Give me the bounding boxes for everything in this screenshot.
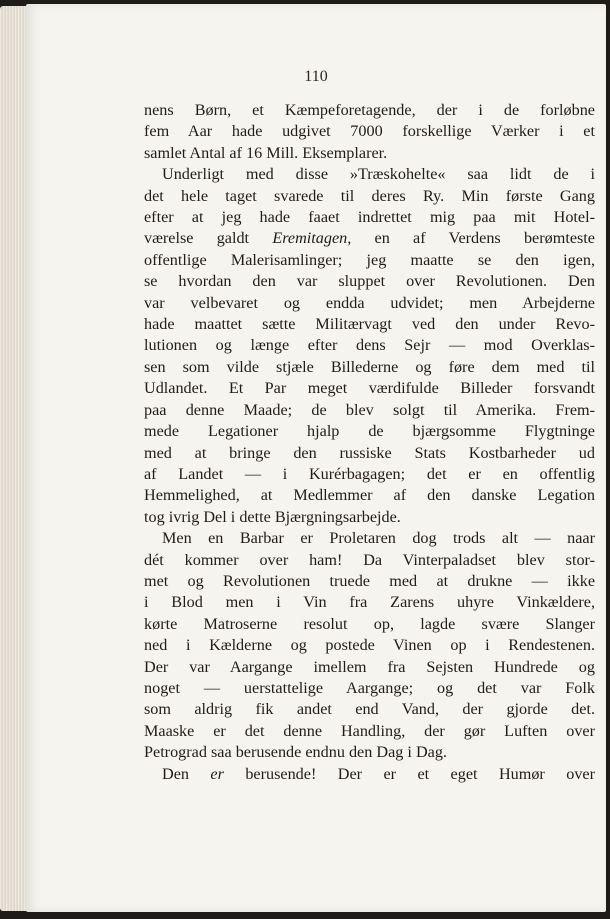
text-line: Hemmelighed, at Medlemmer af den danske Legation — [144, 486, 595, 505]
text-line: i Blod men i Vin fra Zarens uhyre Vinkældere, — [144, 593, 595, 612]
text-line: tog ivrig Del i dette Bjærgningsarbejde. — [144, 507, 401, 526]
text-line: sen som vilde stjæle Billederne og føre dem med til — [144, 357, 595, 376]
text-line: paa denne Maade; de blev solgt til Amerika. Frem- — [144, 400, 595, 419]
text-line: med at bringe den russiske Stats Kostbarheder ud — [144, 443, 595, 462]
page-edges — [0, 6, 28, 911]
text-line — [144, 228, 595, 249]
text-line: dét kommer over ham! Da Vinterpaladset blev stor- — [144, 550, 595, 569]
text-segment: en af Verdens berømteste — [351, 229, 595, 248]
text-line: mede Legationer hjalp de bjærgsomme Flygtninge — [144, 422, 595, 441]
text-line: af Landet — i Kurérbagagen; det er en offentlig — [144, 464, 595, 483]
text-segment: berusende! Der er et eget Humør over — [223, 764, 596, 783]
text-segment: Den — [162, 764, 211, 783]
text-line: det hele taget svarede til deres Ry. Min første Gang — [144, 186, 595, 205]
text-line: met og Revolutionen truede med at drukne — ikke — [144, 571, 595, 590]
text-line: lutionen og længe efter dens Sejr — mod Overklas- — [144, 336, 595, 355]
text-line: efter at jeg hade faaet indrettet mig paa mit Hotel- — [144, 208, 595, 227]
text-line: fem Aar hade udgivet 7000 forskellige Værker i et — [144, 122, 595, 141]
text-line: hade maattet sætte Militærvagt ved den under Revo- — [144, 315, 595, 334]
text-line: kørte Matroserne resolut op, lagde svære Slanger — [144, 614, 595, 633]
text-segment: værelse galdt — [144, 229, 273, 248]
text-line: offentlige Malerisamlinger; jeg maatte se den igen, — [144, 250, 595, 269]
text-line: ned i Kælderne og postede Vinen op i Rendestenen. — [144, 636, 595, 655]
book-page — [26, 4, 606, 912]
text-line: var velbevaret og endda udvidet; men Arbejderne — [144, 293, 595, 312]
text-line: Petrograd saa berusende endnu den Dag i Dag. — [144, 743, 447, 762]
text-line: Udlandet. Et Par meget værdifulde Billeder forsvandt — [144, 379, 595, 398]
text-line: Men en Barbar er Proletaren dog trods alt — naar — [162, 529, 595, 548]
text-line: noget — uerstattelige Aargange; og det var Folk — [144, 678, 595, 697]
text-line: som aldrig fik andet end Vand, der gjorde det. — [144, 700, 595, 719]
text-line — [144, 764, 595, 785]
text-line: se hvordan den var sluppet over Revolutionen. Den — [144, 272, 595, 291]
body-text — [144, 100, 595, 785]
text-line: Maaske er det denne Handling, der gør Luften over — [144, 721, 595, 740]
text-line: Underligt med disse »Træskohelte« saa lidt de i — [162, 165, 595, 184]
text-line: samlet Antal af 16 Mill. Eksemplarer. — [144, 143, 388, 162]
emphasis-text: Eremitagen, — [272, 229, 352, 248]
page-number: 110 — [304, 68, 328, 85]
text-line: Der var Aargange imellem fra Sejsten Hundrede og — [144, 657, 595, 676]
emphasis-text: er — [210, 764, 224, 783]
text-line: nens Børn, et Kæmpeforetagende, der i de forløbne — [144, 101, 595, 119]
